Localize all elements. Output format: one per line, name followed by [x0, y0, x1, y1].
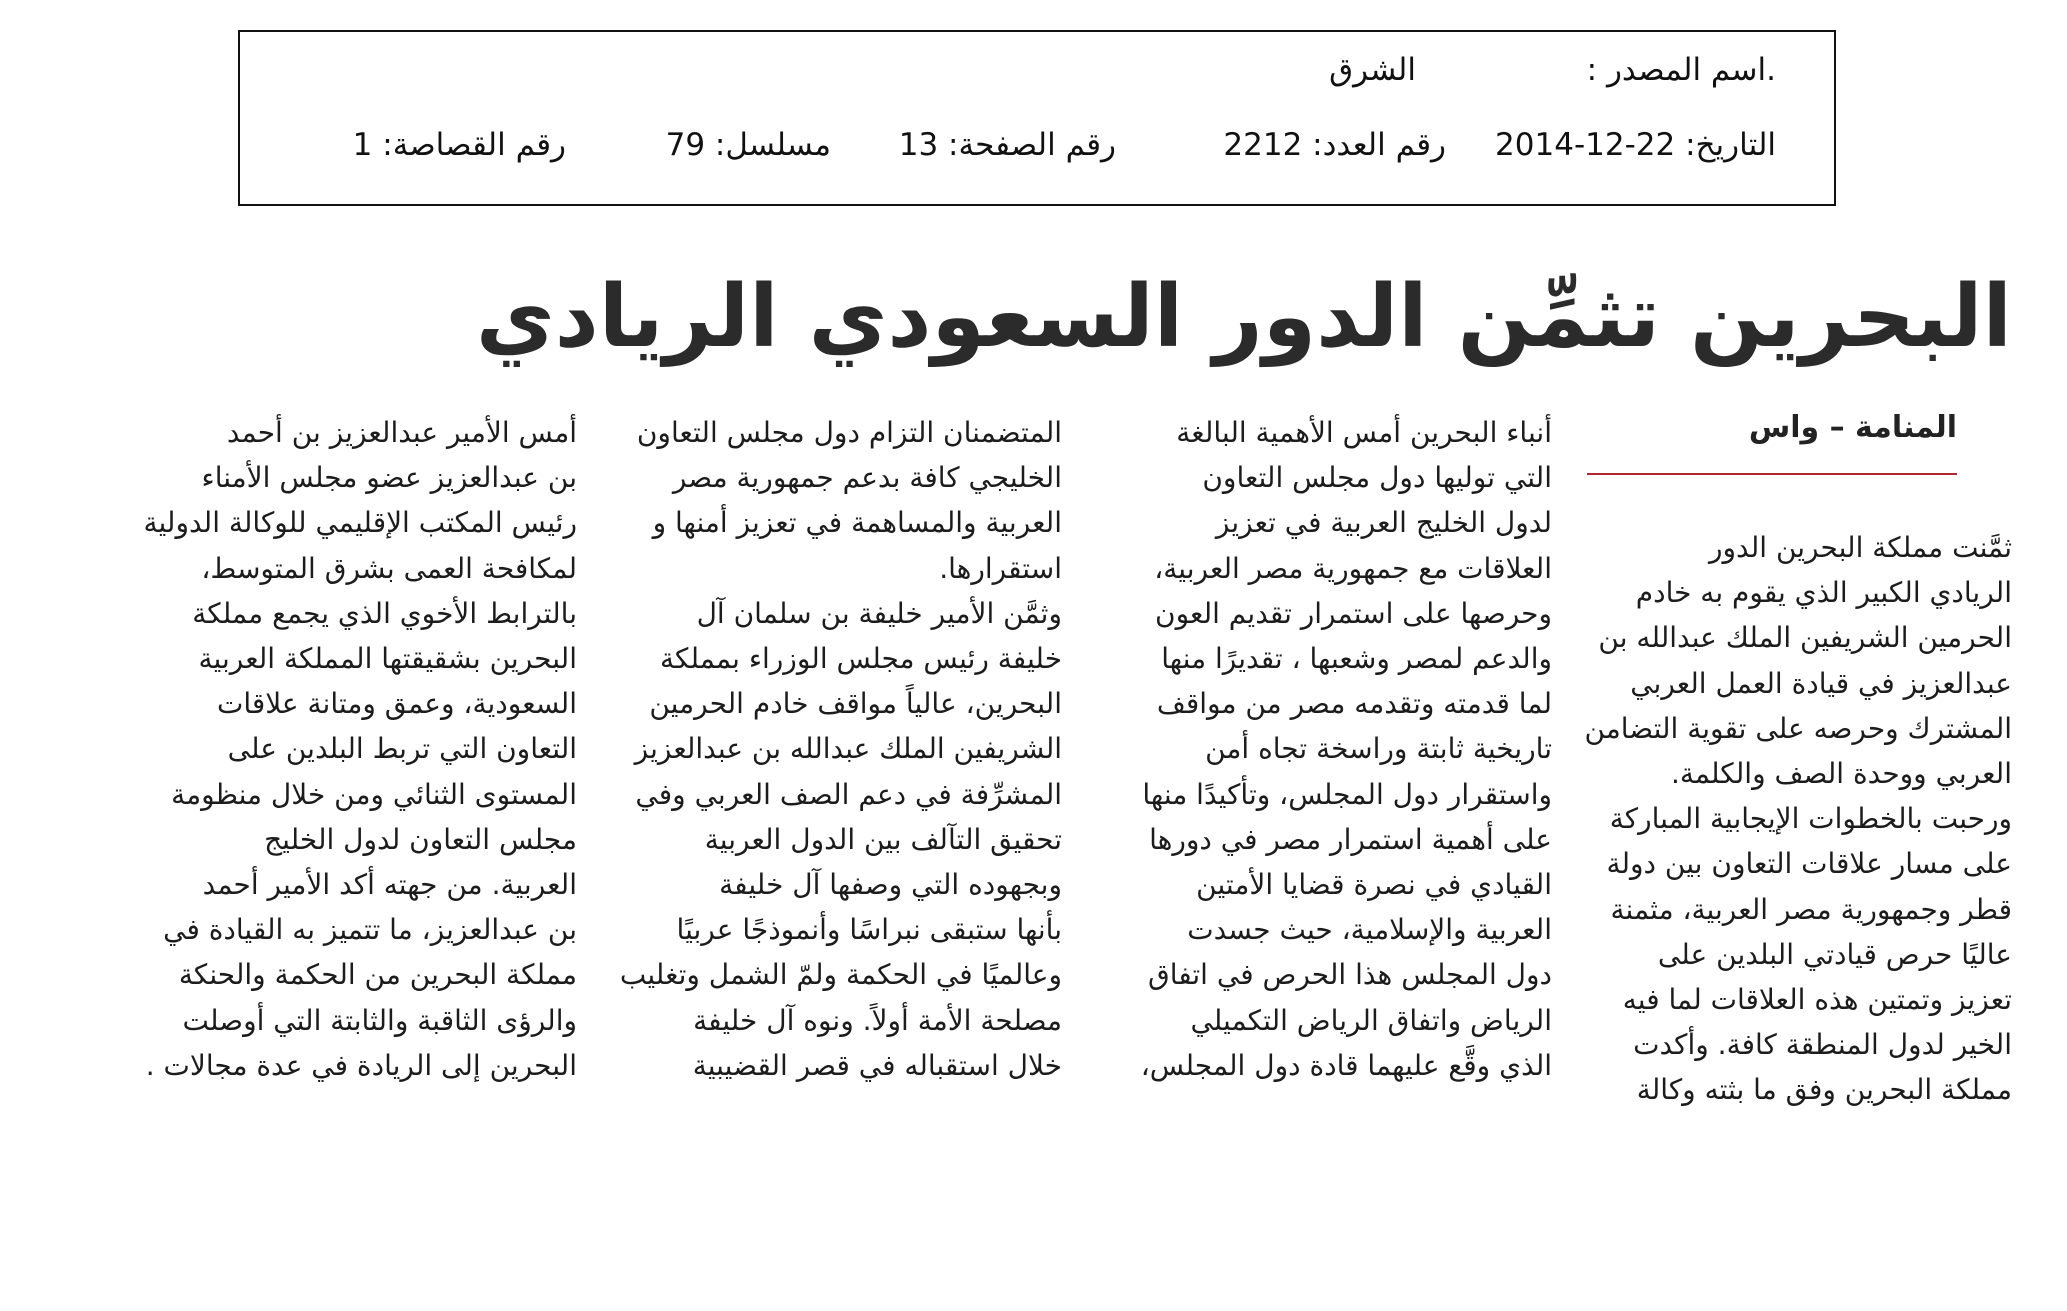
article-line: واستقرار دول المجلس، وتأكيدًا منها: [1142, 777, 1552, 811]
article-line: الشريفين الملك عبدالله بن عبدالعزيز: [634, 732, 1062, 766]
article-line: خليفة رئيس مجلس الوزراء بمملكة: [660, 642, 1062, 676]
article-line: لما قدمته وتقدمه مصر من مواقف: [1156, 687, 1552, 721]
article-line: وثمَّن الأمير خليفة بن سلمان آل: [696, 596, 1062, 630]
date-field: التاريخ: 22-12-2014: [1495, 127, 1776, 163]
article-line: العربي ووحدة الصف والكلمة.: [1670, 757, 2012, 791]
article-line: القيادي في نصرة قضايا الأمتين: [1196, 868, 1552, 902]
source-label: .اسم المصدر :: [1586, 52, 1776, 88]
article-line: البحرين إلى الريادة في عدة مجالات .: [145, 1048, 577, 1082]
article-line: أمس الأمير عبدالعزيز بن أحمد: [226, 416, 577, 449]
article-column-4: [143, 410, 577, 1088]
article-line: المتضمنان التزام دول مجلس التعاون: [636, 416, 1062, 449]
article-line: تعزيز وتمتين هذه العلاقات لما فيه: [1622, 983, 2012, 1017]
source-name: الشرق: [1329, 52, 1416, 88]
article-line: المشرِّفة في دعم الصف العربي وفي: [635, 777, 1062, 811]
article-line: العربية والإسلامية، حيث جسدت: [1187, 913, 1552, 947]
clipping-field: رقم القصاصة: 1: [352, 127, 566, 163]
article-column-2: [1122, 410, 1552, 1088]
article-line: الحرمين الشريفين الملك عبدالله بن: [1598, 621, 2012, 655]
source-metadata-box: [238, 30, 1836, 206]
page-field: رقم الصفحة: 13: [898, 127, 1116, 163]
article-line: وبجهوده التي وصفها آل خليفة: [719, 868, 1062, 902]
article-line: على أهمية استمرار مصر في دورها: [1149, 822, 1552, 856]
article-line: مملكة البحرين من الحكمة والحنكة: [178, 958, 577, 992]
article-column-3: [619, 410, 1062, 1088]
article-line: البحرين، عالياً مواقف خادم الحرمين: [649, 687, 1062, 721]
article-line: الخليجي كافة بدعم جمهورية مصر: [672, 461, 1062, 495]
article-line: والدعم لمصر وشعبها ، تقديرًا منها: [1161, 642, 1552, 676]
article-line: العربية. من جهته أكد الأمير أحمد: [202, 868, 577, 902]
article-headline: البحرين تثمِّن الدور السعودي الريادي: [475, 267, 2012, 367]
article-line: بن عبدالعزيز، ما تتميز به القيادة في: [163, 913, 577, 947]
article-line: وعالميًا في الحكمة ولمّ الشمل وتغليب: [619, 958, 1062, 992]
article-line: أنباء البحرين أمس الأهمية البالغة: [1176, 416, 1552, 449]
article-line: التي توليها دول مجلس التعاون: [1202, 461, 1552, 495]
article-line: مجلس التعاون لدول الخليج: [264, 822, 577, 856]
article-line: مصلحة الأمة أولاً. ونوه آل خليفة: [693, 1003, 1062, 1037]
article-line: خلال استقباله في قصر القضيبية: [692, 1048, 1062, 1082]
article-line: قطر وجمهورية مصر العربية، مثمنة: [1610, 892, 2012, 926]
article-line: العلاقات مع جمهورية مصر العربية،: [1154, 551, 1552, 585]
article-line: عاليًا حرص قيادتي البلدين على: [1657, 937, 2012, 971]
article-line: بالترابط الأخوي الذي يجمع مملكة: [192, 596, 577, 630]
article-line: وحرصها على استمرار تقديم العون: [1155, 596, 1552, 630]
article-line: والرؤى الثاقبة والثابتة التي أوصلت: [182, 1003, 577, 1037]
article-line: التعاون التي تربط البلدين على: [227, 732, 577, 766]
article-line: دول المجلس هذا الحرص في اتفاق: [1147, 958, 1552, 992]
article-byline: المنامة – واس: [1748, 410, 1957, 445]
article-line: بأنها ستبقى نبراسًا وأنموذجًا عربيًا: [676, 913, 1062, 947]
article-line: الخير لدول المنطقة كافة. وأكدت: [1633, 1028, 2012, 1062]
article-line: المستوى الثنائي ومن خلال منظومة: [171, 777, 577, 811]
serial-field: مسلسل: 79: [665, 127, 831, 163]
article-line: المشترك وحرصه على تقوية التضامن: [1584, 711, 2012, 745]
article-line: الرياض واتفاق الرياض التكميلي: [1190, 1003, 1552, 1037]
article-line: لمكافحة العمى بشرق المتوسط،: [201, 551, 577, 585]
article-line: عبدالعزيز في قيادة العمل العربي: [1630, 666, 2012, 700]
article-line: رئيس المكتب الإقليمي للوكالة الدولية: [143, 506, 577, 540]
article-line: بن عبدالعزيز عضو مجلس الأمناء: [201, 461, 577, 495]
article-line: السعودية، وعمق ومتانة علاقات: [216, 687, 577, 721]
byline-divider: [1587, 473, 1957, 475]
article-line: تحقيق التآلف بين الدول العربية: [704, 822, 1062, 856]
issue-field: رقم العدد: 2212: [1223, 127, 1446, 163]
article-line: الريادي الكبير الذي يقوم به خادم: [1635, 576, 2012, 610]
article-line: العربية والمساهمة في تعزيز أمنها و: [652, 506, 1062, 540]
article-line: تاريخية ثابتة وراسخة تجاه أمن: [1205, 732, 1552, 766]
article-line: مملكة البحرين وفق ما بثته وكالة: [1636, 1073, 2012, 1107]
article-line: ورحبت بالخطوات الإيجابية المباركة: [1609, 802, 2012, 836]
article-line: لدول الخليج العربية في تعزيز: [1215, 506, 1552, 540]
article-line: استقرارها.: [939, 551, 1062, 585]
article-line: البحرين بشقيقتها المملكة العربية: [198, 642, 577, 676]
article-line: على مسار علاقات التعاون بين دولة: [1606, 847, 2012, 881]
article-column-1: [1582, 525, 2012, 1113]
article-line: ثمَّنت مملكة البحرين الدور: [1709, 531, 2012, 564]
article-line: الذي وقَّع عليهما قادة دول المجلس،: [1140, 1048, 1552, 1082]
